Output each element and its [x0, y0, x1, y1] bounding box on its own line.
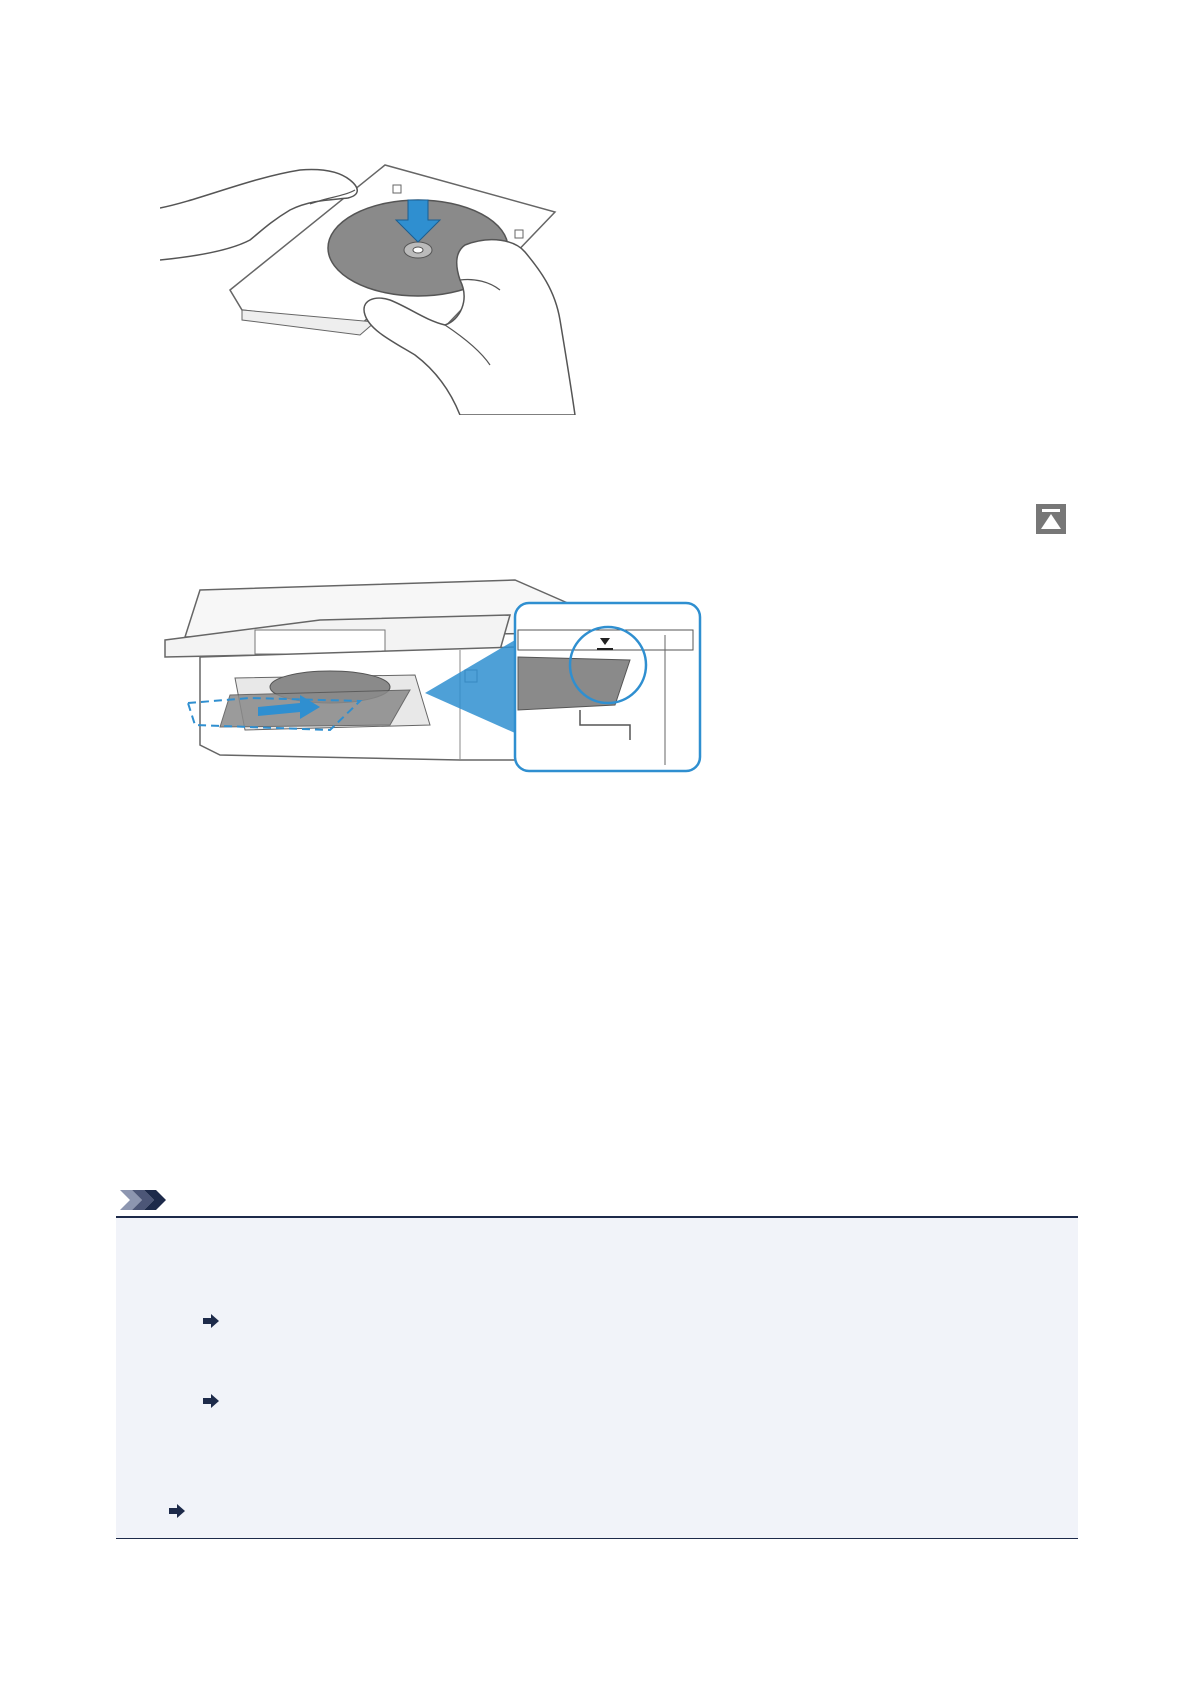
printer-drawing [160, 575, 760, 835]
note-link-1[interactable] [202, 1311, 226, 1331]
zoom-inset [515, 603, 700, 771]
illustration-disc-on-tray [160, 160, 580, 415]
note-bottom-rule [116, 1538, 1078, 1539]
page-top-icon[interactable] [1036, 504, 1066, 534]
illustration-insert-tray [160, 575, 760, 835]
link-arrow-icon [202, 1313, 220, 1329]
note-panel [116, 1218, 1078, 1538]
link-arrow-icon [202, 1393, 220, 1409]
note-link-3[interactable] [168, 1501, 192, 1521]
note-header-icon [118, 1188, 168, 1212]
disc-tray-drawing [160, 160, 580, 415]
link-arrow-icon [168, 1503, 186, 1519]
note-link-2[interactable] [202, 1391, 226, 1411]
